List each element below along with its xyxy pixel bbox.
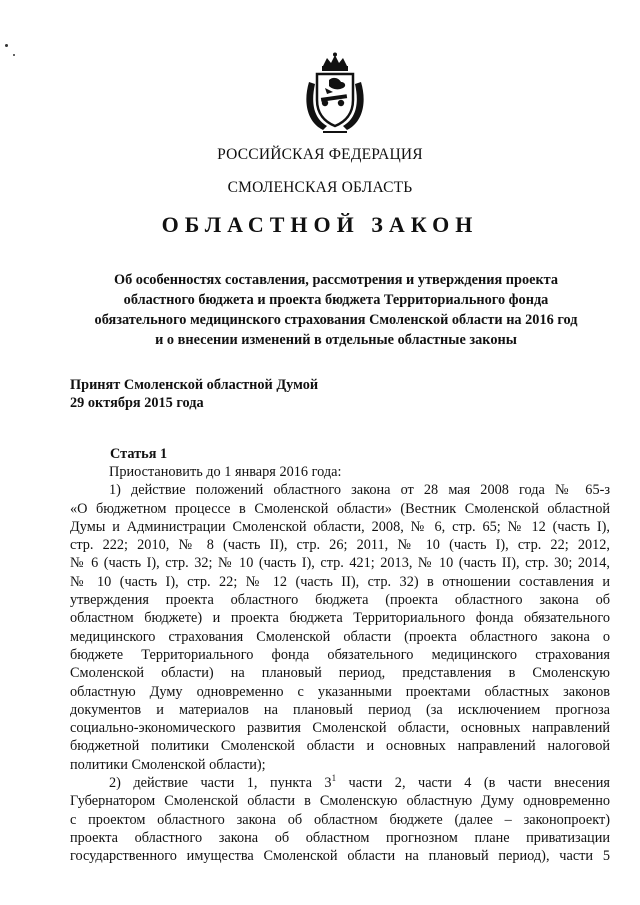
- body-line: Приостановить до 1 января 2016 года:: [109, 464, 342, 480]
- body-line: медицинского страхования Смоленской области (проекта областного закона о: [70, 628, 610, 645]
- title-line: областного бюджета и проекта бюджета Территориального фонда: [123, 292, 549, 308]
- body-line: бюджете Территориального фонда обязательного медицинского страхования: [70, 646, 610, 663]
- item2-text: части 2, части 4 (в части внесения: [336, 775, 610, 792]
- body-line: Губернатором Смоленской области в Смоленскую областную Думу одновременно: [70, 793, 610, 810]
- body-line: № 10 (часть I), стр. 22; № 12 (часть II), стр. 32) в отношении составления и: [70, 573, 610, 590]
- item2-superscript: 1: [331, 773, 337, 784]
- article-body: [70, 463, 610, 866]
- coat-of-arms-icon: [301, 52, 369, 134]
- document-type-heading: ОБЛАСТНОЙ ЗАКОН: [161, 212, 479, 237]
- body-line: № 6 (часть I), стр. 32; № 10 (часть I), стр. 421; 2013, № 10 (часть II), стр. 30; 2014,: [70, 555, 610, 572]
- scan-speck: [5, 44, 8, 47]
- body-line: областном бюджете) и проекта бюджета Территориального фонда обязательного: [70, 610, 610, 627]
- body-line: Думы и Администрации Смоленской области, 2008, № 6, стр. 65; № 12 (часть I),: [70, 518, 610, 535]
- body-line: документов и материалов на плановый период (за исключением прогноза: [70, 701, 610, 718]
- body-line: 1) действие положений областного закона от 28 мая 2008 года № 65-з: [109, 482, 610, 499]
- adoption-date: 29 октября 2015 года: [70, 395, 204, 411]
- body-line: проекта областного закона об областном прогнозном плане приватизации: [70, 829, 610, 846]
- body-line: социально-экономического развития Смоленской области, основных направлений: [70, 720, 610, 737]
- body-line: областную Думу одновременно с указанными проектами областных законов: [70, 683, 610, 700]
- region-heading: СМОЛЕНСКАЯ ОБЛАСТЬ: [227, 179, 413, 196]
- scan-speck: [13, 54, 15, 56]
- article-heading: Статья 1: [110, 446, 168, 462]
- body-line: Смоленской области) на плановый период, представления в Смоленскую: [70, 665, 610, 682]
- adoption-body: Принят Смоленской областной Думой: [70, 377, 319, 393]
- body-line: «О бюджетном процессе в Смоленской области» (Вестник Смоленской областной: [70, 500, 610, 517]
- body-line: стр. 222; 2010, № 8 (часть II), стр. 26; 2011, № 10 (часть I), стр. 22; 2012,: [70, 537, 610, 554]
- body-line: утверждения проекта областного бюджета (проекта областного закона об: [70, 592, 610, 609]
- adoption-note: [70, 376, 318, 412]
- body-line: бюджетной политики Смоленской области и основных направлений налоговой: [70, 738, 610, 755]
- item2-text: 2) действие части 1, пункта 3: [109, 775, 332, 792]
- body-line-item-2: [70, 774, 610, 792]
- law-title: [70, 270, 602, 350]
- title-line: обязательного медицинского страхования Смоленской области на 2016 год: [94, 312, 578, 328]
- body-line: с проектом областного закона об областном бюджете (далее – законопроект): [70, 811, 610, 828]
- body-line: государственного имущества Смоленской области на плановый период), части 5: [70, 848, 610, 865]
- body-line: политики Смоленской области);: [70, 756, 266, 773]
- federation-heading: РОССИЙСКАЯ ФЕДЕРАЦИЯ: [217, 146, 423, 163]
- title-line: и о внесении изменений в отдельные областные законы: [155, 332, 517, 348]
- title-line: Об особенностях составления, рассмотрения и утверждения проекта: [113, 272, 559, 288]
